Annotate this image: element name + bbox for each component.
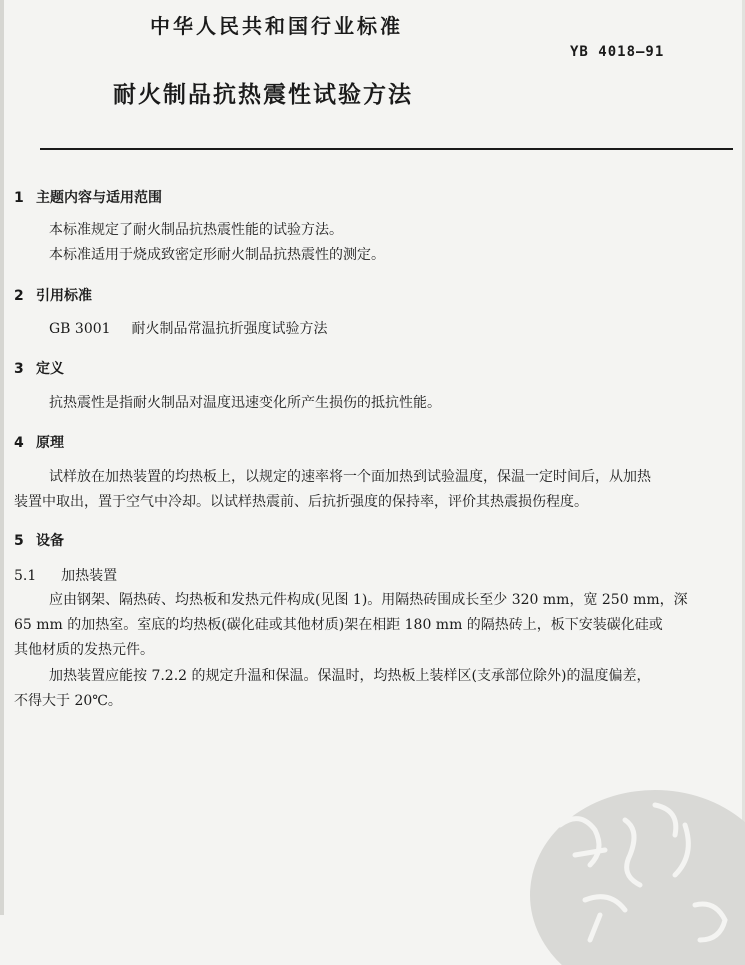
scan-left-edge xyxy=(0,0,4,915)
subsection-5-1-para-1-line-1: 应由钢架、隔热砖、均热板和发热元件构成(见图 1)。用隔热砖围成长至少 320 mm，宽 250 mm，深 xyxy=(49,592,688,608)
section-1-heading xyxy=(14,187,162,207)
section-title: 设备 xyxy=(36,533,64,549)
subsection-5-1-para-2-line-1: 加热装置应能按 7.2.2 的规定升温和保温。保温时，均热板上装样区(支承部位除外)的温度偏差， xyxy=(49,668,651,684)
section-number: 1 xyxy=(14,190,24,206)
watermark-seal xyxy=(505,765,745,965)
section-4-line-2: 装置中取出，置于空气中冷却。以试样热震前、后抗折强度的保持率，评价其热震损伤程度。 xyxy=(14,494,588,510)
subsection-5-1-para-1-line-3: 其他材质的发热元件。 xyxy=(14,642,154,658)
section-3-heading xyxy=(14,358,64,378)
reference-code: GB 3001 xyxy=(49,321,111,337)
subsection-5-1-para-1-line-2: 65 mm 的加热室。室底的均热板(碳化硅或其他材质)架在相距 180 mm 的隔热砖上，板下安装碳化硅或 xyxy=(14,617,663,633)
section-number: 3 xyxy=(14,361,24,377)
subsection-number: 5.1 xyxy=(14,568,37,584)
subsection-5-1-para-2-line-2: 不得大于 20℃。 xyxy=(14,693,122,709)
document-title: 耐火制品抗热震性试验方法 xyxy=(113,82,413,108)
section-4-heading xyxy=(14,432,64,452)
section-title: 定义 xyxy=(36,361,64,377)
subsection-5-1-heading xyxy=(14,564,117,589)
section-title: 引用标准 xyxy=(36,288,92,304)
section-title: 原理 xyxy=(36,435,64,451)
section-number: 5 xyxy=(14,533,24,549)
header-rule xyxy=(40,148,733,150)
standard-code: YB 4018—91 xyxy=(570,44,665,60)
reference-title: 耐火制品常温抗折强度试验方法 xyxy=(131,321,328,337)
section-1-para-2: 本标准适用于烧成致密定形耐火制品抗热震性的测定。 xyxy=(49,247,385,263)
section-number: 4 xyxy=(14,435,24,451)
section-3-para-1: 抗热震性是指耐火制品对温度迅速变化所产生损伤的抵抗性能。 xyxy=(49,395,441,411)
section-5-heading xyxy=(14,530,64,550)
section-2-heading xyxy=(14,285,92,305)
subsection-title: 加热装置 xyxy=(61,568,118,584)
section-1-para-1: 本标准规定了耐火制品抗热震性能的试验方法。 xyxy=(49,222,343,238)
section-4-line-1: 试样放在加热装置的均热板上，以规定的速率将一个面加热到试验温度，保温一定时间后，从加热 xyxy=(49,469,651,485)
issuing-organization: 中华人民共和国行业标准 xyxy=(150,14,403,38)
section-title: 主题内容与适用范围 xyxy=(36,190,162,206)
reference-entry xyxy=(49,317,327,342)
section-number: 2 xyxy=(14,288,24,304)
